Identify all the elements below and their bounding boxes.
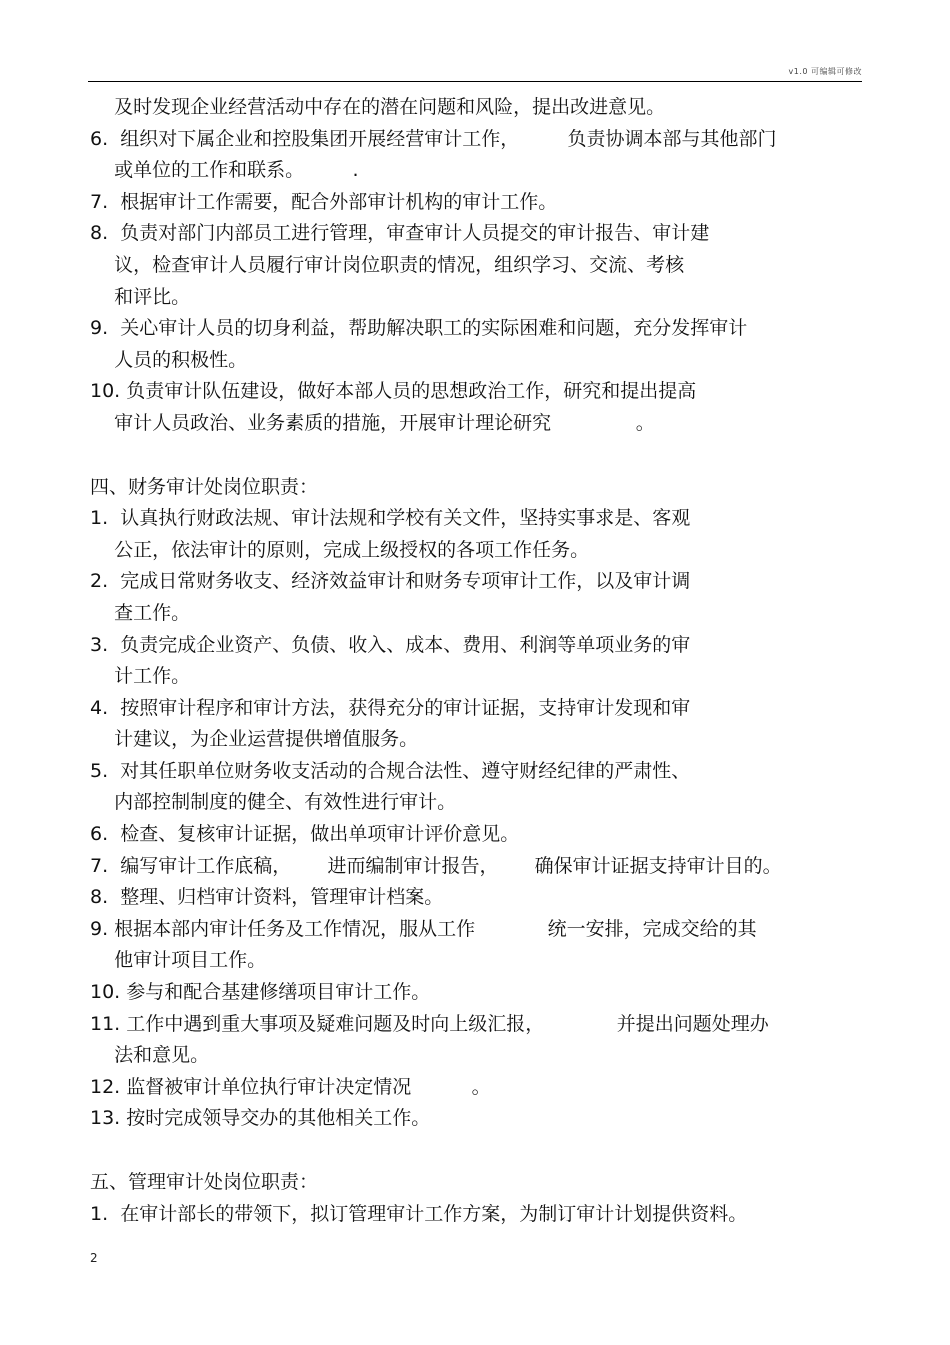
text-line: 他审计项目工作。	[90, 949, 267, 972]
text-line: 1. 认真执行财政法规、审计法规和学校有关文件，坚持实事求是、客观	[90, 507, 691, 530]
header-divider	[88, 81, 862, 82]
text-line: 1. 在审计部长的带领下，拟订管理审计工作方案，为制订审计计划提供资料。	[90, 1202, 748, 1225]
section-management-audit	[90, 1167, 850, 1230]
text-line: 13. 按时完成领导交办的其他相关工作。	[90, 1107, 431, 1130]
text-line: 计建议，为企业运营提供增值服务。	[90, 728, 419, 751]
text-line: 5. 对其任职单位财务收支活动的合规合法性、遵守财经纪律的严肃性、	[90, 759, 691, 782]
section-financial-audit	[90, 472, 850, 1135]
text-line: 2. 完成日常财务收支、经济效益审计和财务专项审计工作，以及审计调	[90, 570, 691, 593]
version-tag: v1.0 可编辑可修改	[788, 67, 862, 76]
text-line: 计工作。	[90, 665, 191, 688]
text-line: 8. 整理、归档审计资料，管理审计档案。	[90, 886, 444, 909]
text-line: 或单位的工作和联系。 .	[90, 159, 359, 182]
text-line: 4. 按照审计程序和审计方法，获得充分的审计证据，支持审计发现和审	[90, 696, 691, 719]
text-line: 和评比。	[90, 285, 191, 308]
text-line: 10. 参与和配合基建修缮项目审计工作。	[90, 981, 431, 1004]
text-line: 五、管理审计处岗位职责：	[90, 1171, 319, 1193]
text-line: 8. 负责对部门内部员工进行管理，审查审计人员提交的审计报告、审计建	[90, 222, 710, 245]
page-number: 2	[90, 1251, 98, 1265]
text-line: 7. 根据审计工作需要，配合外部审计机构的审计工作。	[90, 190, 558, 213]
text-line: 人员的积极性。	[90, 348, 248, 371]
text-line: 四、财务审计处岗位职责：	[90, 475, 319, 498]
text-line: 审计人员政治、业务素质的措施，开展审计理论研究 。	[90, 411, 655, 434]
text-line: 及时发现企业经营活动中存在的潜在问题和风险，提出改进意见。	[90, 96, 666, 118]
text-line: 7. 编写审计工作底稿， 进而编制审计报告， 确保审计证据支持审计目的。	[90, 854, 782, 877]
text-line: 10. 负责审计队伍建设，做好本部人员的思想政治工作，研究和提出提高	[90, 380, 697, 403]
text-line: 公正，依法审计的原则，完成上级授权的各项工作任务。	[90, 538, 590, 561]
document-body	[90, 92, 850, 1230]
text-line: 9. 关心审计人员的切身利益，帮助解决职工的实际困难和问题，充分发挥审计	[90, 317, 748, 340]
text-line: 法和意见。	[90, 1044, 210, 1067]
text-line: 6. 检查、复核审计证据，做出单项审计评价意见。	[90, 823, 520, 846]
text-line: 9. 根据本部内审计任务及工作情况，服从工作 统一安排，完成交给的其	[90, 917, 757, 940]
text-line: 内部控制制度的健全、有效性进行审计。	[90, 791, 457, 814]
section-gap	[90, 440, 850, 472]
text-line: 12. 监督被审计单位执行审计决定情况 。	[90, 1075, 491, 1098]
text-line: 3. 负责完成企业资产、负债、收入、成本、费用、利润等单项业务的审	[90, 633, 691, 656]
text-line: 议，检查审计人员履行审计岗位职责的情况，组织学习、交流、考核	[90, 253, 685, 276]
text-line: 11. 工作中遇到重大事项及疑难问题及时向上级汇报， 并提出问题处理办	[90, 1012, 769, 1035]
section-continued	[90, 92, 850, 440]
text-line: 6. 组织对下属企业和控股集团开展经营审计工作， 负责协调本部与其他部门	[90, 127, 777, 150]
section-gap	[90, 1135, 850, 1167]
text-line: 查工作。	[90, 601, 191, 624]
